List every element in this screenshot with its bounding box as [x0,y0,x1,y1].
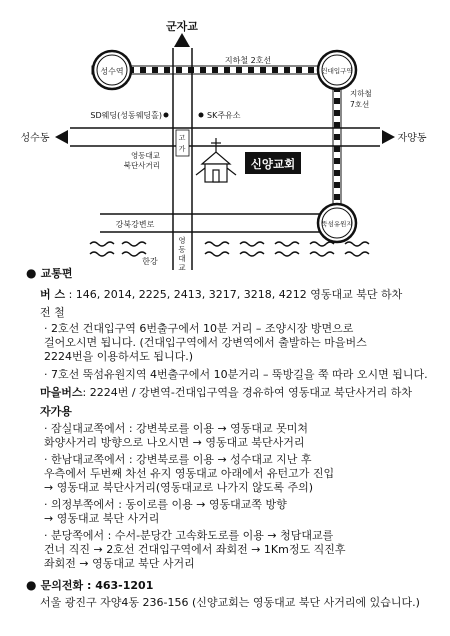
line7-label-2: 7호선 [350,100,370,109]
jayang-dong-label: 자양동 [397,133,427,144]
seongsu-station-label: 성수역 [100,67,124,76]
han-river-waves [90,242,369,256]
car-item: · 잠실대교쪽에서 : 강변북로를 이용 → 영동대교 못미쳐 [44,422,309,435]
subway-item: 2224번을 이용하셔도 됩니다.) [44,350,194,363]
subway-line-7 [333,74,341,214]
line2-label: 지하철 2호선 [224,56,272,65]
location-map [0,0,450,272]
gunjagyo-label: 군자교 [166,20,198,33]
sd-wedding-dot [164,113,169,118]
bus-row: 버 스 : 146, 2014, 2225, 2413, 3217, 3218, 4212 영동대교 북단 하차 [40,288,403,301]
car-item: 화양사거리 방향으로 나오시면 → 영동대교 북단사거리 [44,436,305,449]
ttukseom-station-label: 뚝섬유원지 [321,220,353,228]
east-west-road [55,128,395,146]
address-text: 서울 광진구 자양4동 236-156 (신양교회는 영동대교 북단 사거리에 있습니다.) [40,596,420,609]
seongsu-station-marker [93,51,131,89]
line7-label-1: 지하철 [350,89,372,98]
svg-text:동: 동 [178,245,186,254]
subway-item: · 2호선 건대입구역 6번출구에서 10분 거리 – 조양시장 방면으로 [44,322,354,335]
transport-section-heading: ● 교통편 [26,266,73,280]
subway-item: 걸어오시면 됩니다. (건대입구역에서 강변역에서 출발하는 마을버스 [44,336,367,349]
konkuk-station-label: 건대입구역 [321,67,353,75]
sk-gas-dot [199,113,204,118]
car-label: 자가용 [40,405,72,418]
konkuk-station-marker [318,51,356,89]
car-item: 좌회전 → 영동대교 북단 사거리 [44,557,195,570]
svg-text:영: 영 [178,236,186,245]
north-arrow-icon [174,33,190,47]
car-item: → 영동대교 북단사거리(영동대교로 나가지 않도록 주의) [44,481,314,494]
svg-text:교: 교 [178,263,186,272]
car-item: · 분당쪽에서 : 수서-분당간 고속화도로를 이용 → 청담대교를 [44,529,334,542]
seongsu-dong-label: 성수동 [20,133,50,144]
ttukseom-station-marker [318,204,356,242]
sd-wedding-label: SD웨딩(성동웨딩홀) [90,111,162,120]
sk-gas-label: SK주유소 [207,111,241,120]
village-bus-row: 마을버스: 2224번 / 강변역-건대입구역을 경유하여 영동대교 북단사거리 하차 [40,386,413,399]
west-arrow-icon [55,130,68,144]
gangbyeon-road-label: 강북강변로 [115,220,155,229]
yeongdong-bridge-label [178,235,186,272]
svg-text:가: 가 [178,145,186,153]
svg-text:고: 고 [178,134,186,142]
car-item: · 한남대교쪽에서 : 강변북로를 이용 → 성수대교 지난 후 [44,453,312,466]
contact-heading: ● 문의전화 : 463-1201 [26,578,154,592]
subway-item: · 7호선 뚝섬유원지역 4번출구에서 10분거리 – 뚝방길을 쭉 따라 오시면 됩니다. [44,368,428,381]
car-item: · 의정부쪽에서 : 동이로를 이용 → 영동대교쪽 방향 [44,498,287,511]
car-item: 우측에서 두번째 차선 유지 영동대교 아래에서 유턴고가 진입 [44,467,335,480]
car-item: → 영동대교 북단 사거리 [44,512,160,525]
svg-text:대: 대 [178,254,186,263]
church-icon [196,138,236,182]
car-item: 건너 직진 → 2호선 건대입구역에서 좌회전 → 1Km정도 직진후 [44,543,346,556]
church-label: 신양교회 [250,157,296,171]
subway-label: 전 철 [40,306,65,319]
han-river-label: 한강 [142,257,158,266]
yeongdong-north-label-1: 영동대교 [131,151,160,160]
east-arrow-icon [382,130,395,144]
yeongdong-north-label-2: 북단사거리 [123,161,160,170]
